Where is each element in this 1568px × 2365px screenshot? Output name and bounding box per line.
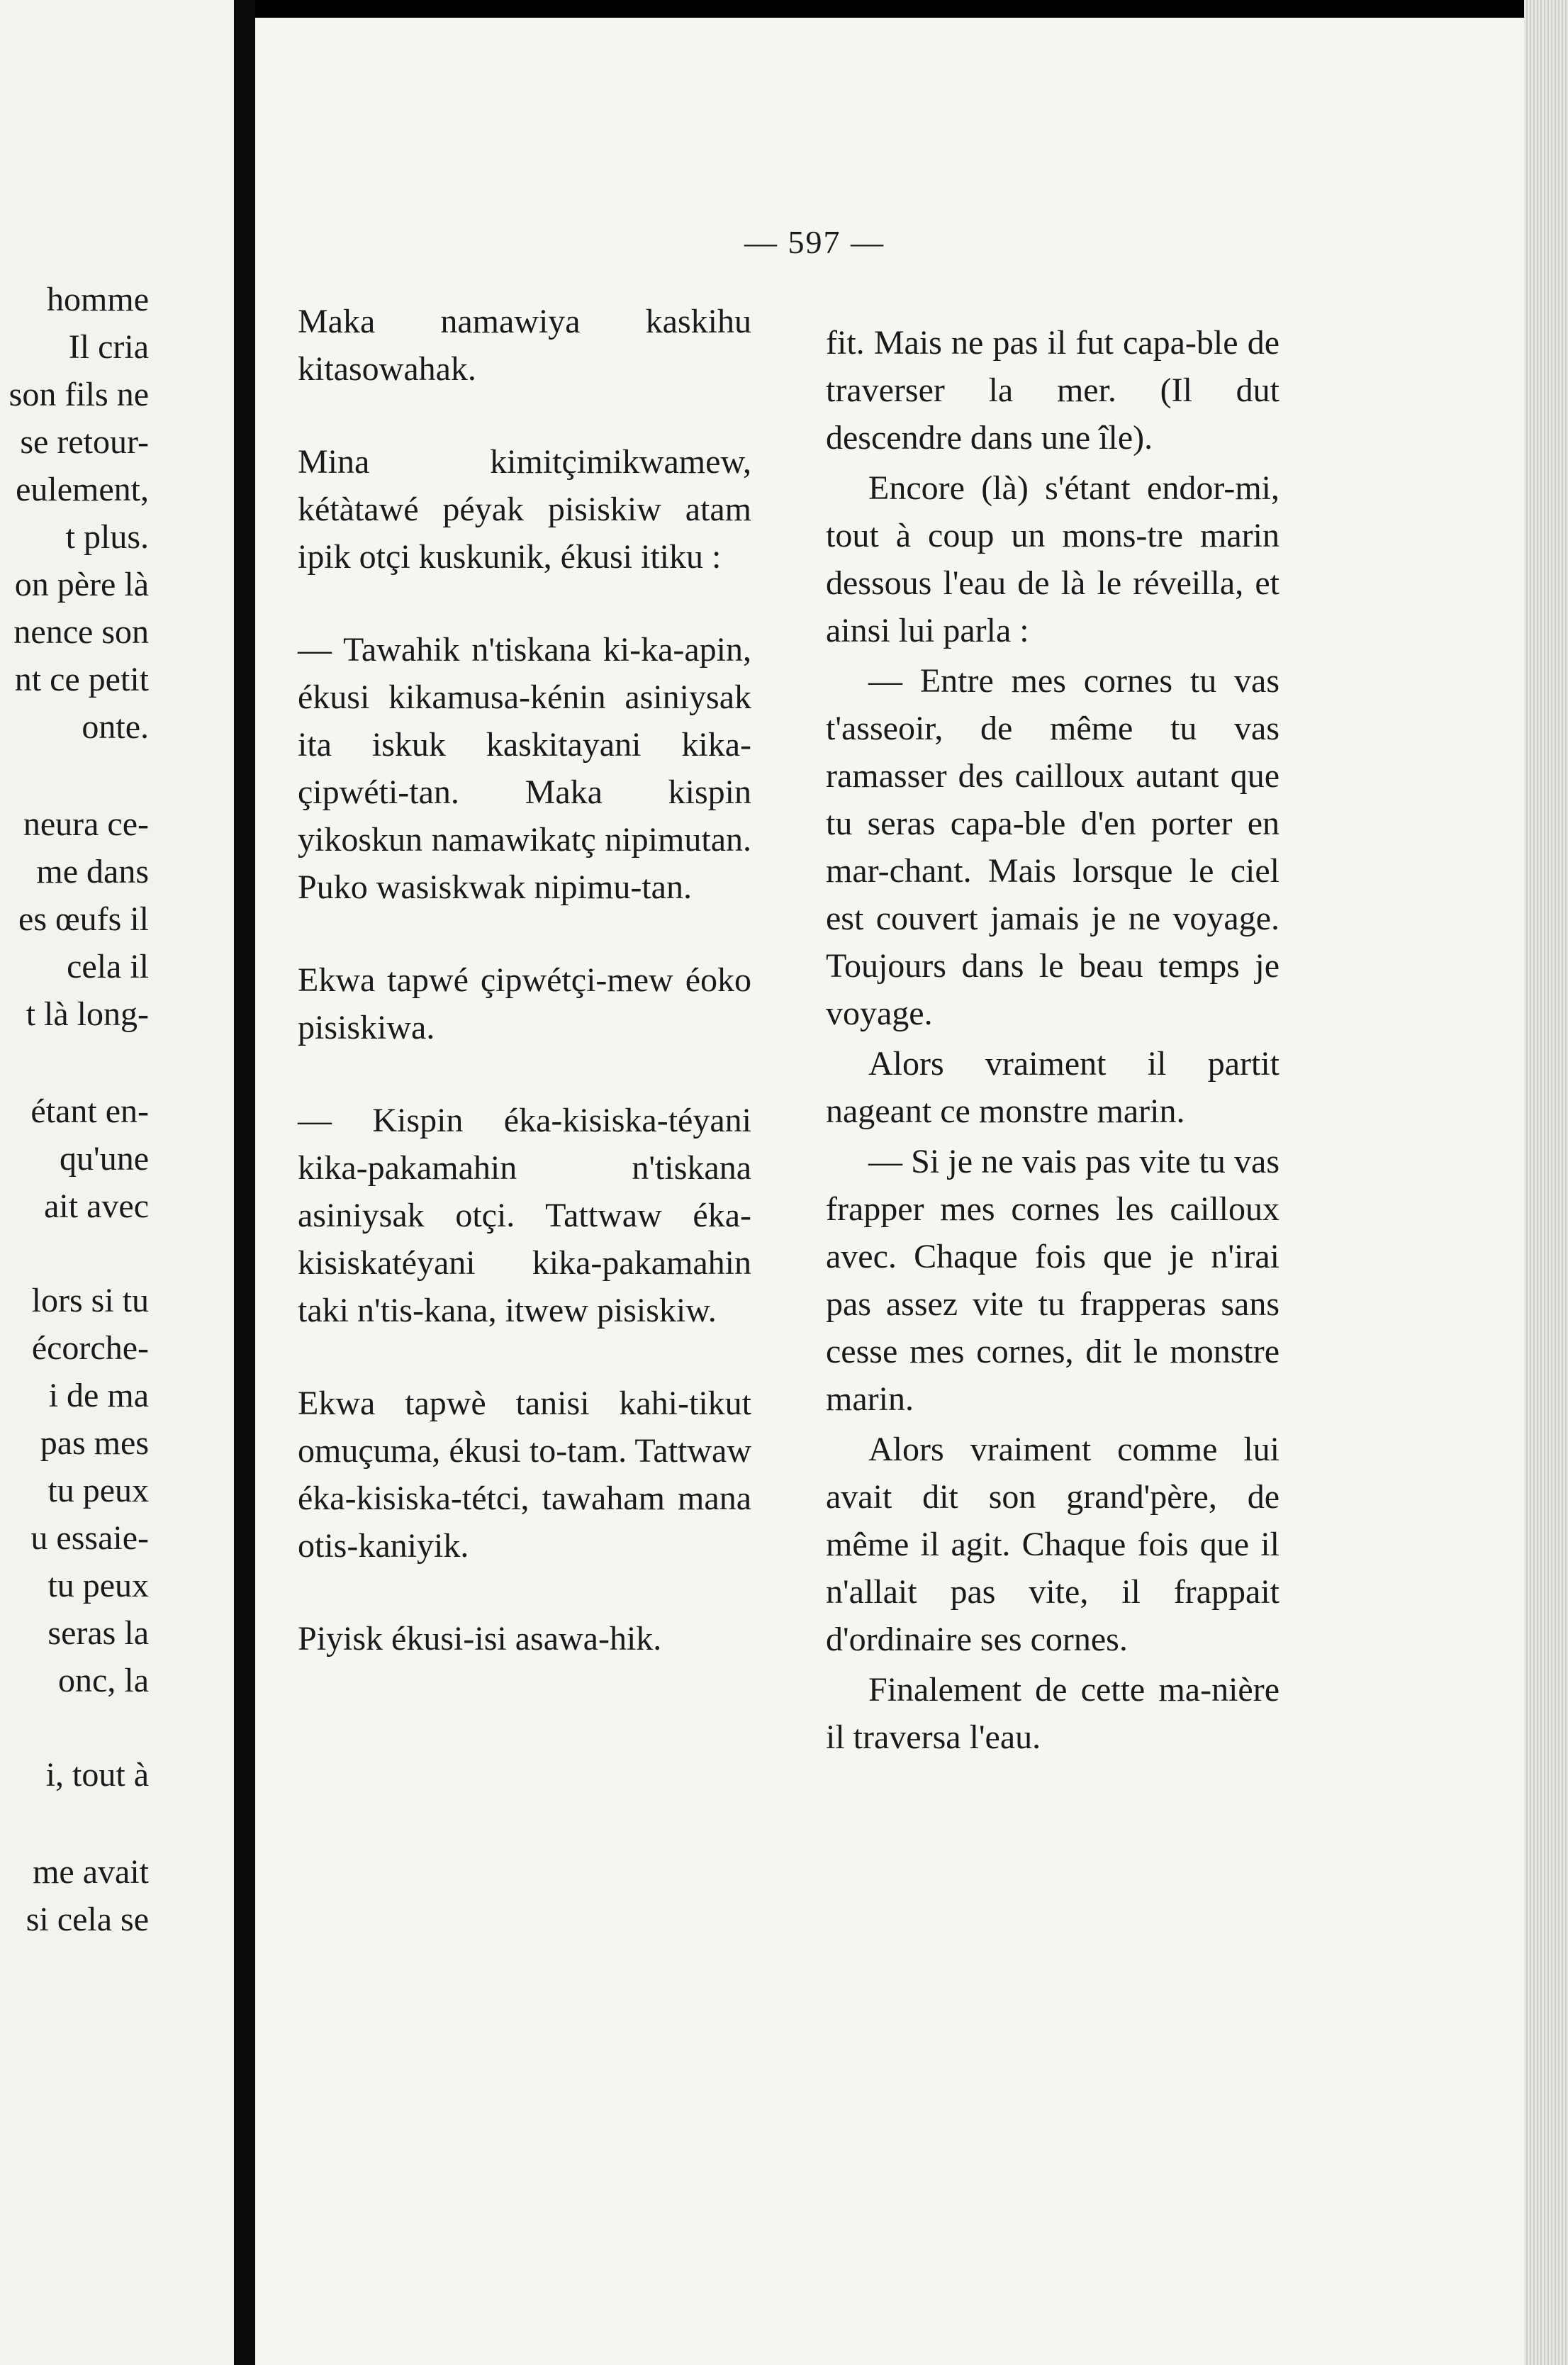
french-paragraph: — Entre mes cornes tu vas t'asseoir, de même tu vas ramasser des cailloux autant que tu seras capa-ble d'en porter en mar-chant. Mais lorsque le ciel est couvert jamais je ne voyage. Toujours dans le beau temps je voyage. bbox=[826, 662, 1279, 1032]
cree-paragraph: Piyisk ékusi-isi asawa-hik. bbox=[298, 1620, 662, 1657]
cree-paragraph: — Kispin éka-kisiska-téyani kika-pakamahin n'tiskana asiniysak otçi. Tattwaw éka-kisiskatéyani kika-pakamahin taki n'tis-kana, itwew pisiskiw. bbox=[298, 1102, 751, 1329]
left-page-line: i de ma bbox=[48, 1377, 149, 1414]
left-page-line: nence son bbox=[13, 613, 149, 651]
cree-paragraph: Ekwa tapwè tanisi kahi-tikut omuçuma, ékusi to-tam. Tattwaw éka-kisiska-tétci, tawaham mana otis-kaniyik. bbox=[298, 1385, 751, 1565]
left-page-line: cela il bbox=[67, 948, 149, 985]
left-page-line: homme bbox=[47, 281, 149, 318]
left-page-line: écorche- bbox=[31, 1329, 149, 1367]
french-paragraph: Finalement de cette ma-nière il traversa l'eau. bbox=[826, 1671, 1279, 1756]
left-page-fragment bbox=[0, 0, 234, 2365]
cree-paragraph: Maka namawiya kaskihu kitasowahak. bbox=[298, 303, 751, 388]
book-gutter bbox=[234, 0, 255, 2365]
left-page-line: seras la bbox=[47, 1614, 149, 1652]
left-page-line: on père là bbox=[14, 566, 149, 603]
page-edges bbox=[1524, 0, 1568, 2365]
left-page-line: tu peux bbox=[47, 1567, 149, 1604]
left-page-line: qu'une bbox=[60, 1140, 149, 1178]
left-page-line: onc, la bbox=[58, 1662, 149, 1699]
left-page-line: nt ce petit bbox=[14, 661, 149, 698]
french-paragraph: fit. Mais ne pas il fut capa-ble de traverser la mer. (Il dut descendre dans une île). bbox=[826, 324, 1279, 457]
left-page-line: u essaie- bbox=[30, 1519, 149, 1557]
french-paragraph: — Si je ne vais pas vite tu vas frapper mes cornes les cailloux avec. Chaque fois que je n'irai pas assez vite tu frapperas sans cesse mes cornes, dit le monstre marin. bbox=[826, 1143, 1279, 1418]
left-page-line: son fils ne bbox=[9, 376, 149, 413]
page-number: — 597 — bbox=[744, 224, 885, 260]
cree-paragraph: — Tawahik n'tiskana ki-ka-apin, ékusi kikamusa-kénin asiniysak ita iskuk kaskitayani kika-çipwéti-tan. Maka kispin yikoskun namawikatç nipimutan. Puko wasiskwak nipimu-tan. bbox=[298, 631, 751, 906]
left-page-line: neura ce- bbox=[23, 805, 149, 843]
left-page-line: étant en- bbox=[30, 1092, 149, 1130]
left-page-line: t là long- bbox=[26, 995, 149, 1033]
left-page-line: me dans bbox=[36, 853, 149, 890]
left-page-line: es œufs il bbox=[18, 900, 149, 938]
left-page-line: tu peux bbox=[47, 1472, 149, 1509]
left-page-line: onte. bbox=[82, 708, 149, 746]
left-page-line: t plus. bbox=[65, 518, 149, 556]
cree-text-column bbox=[298, 298, 751, 1708]
left-page-line: i, tout à bbox=[45, 1756, 149, 1794]
left-page-line: Il cria bbox=[68, 328, 149, 366]
french-paragraph: Alors vraiment il partit nageant ce monstre marin. bbox=[826, 1045, 1279, 1130]
french-text-column bbox=[826, 319, 1279, 1764]
left-page-line: lors si tu bbox=[31, 1282, 149, 1319]
left-page-line: pas mes bbox=[40, 1424, 149, 1462]
left-page-line: eulement, bbox=[16, 471, 149, 508]
left-page-line: si cela se bbox=[26, 1901, 149, 1938]
left-page-line: ait avec bbox=[44, 1187, 149, 1225]
cree-paragraph: Ekwa tapwé çipwétçi-mew éoko pisiskiwa. bbox=[298, 961, 751, 1046]
french-paragraph: Alors vraiment comme lui avait dit son grand'père, de même il agit. Chaque fois que il n'allait pas vite, il frappait d'ordinaire ses cornes. bbox=[826, 1431, 1279, 1658]
left-page-line: me avait bbox=[33, 1853, 149, 1891]
left-page-line: se retour- bbox=[20, 423, 149, 461]
cree-paragraph: Mina kimitçimikwamew, kétàtawé péyak pisiskiw atam ipik otçi kuskunik, ékusi itiku : bbox=[298, 443, 751, 576]
french-paragraph: Encore (là) s'étant endor-mi, tout à coup un mons-tre marin dessous l'eau de là le réveilla, et ainsi lui parla : bbox=[826, 469, 1279, 649]
